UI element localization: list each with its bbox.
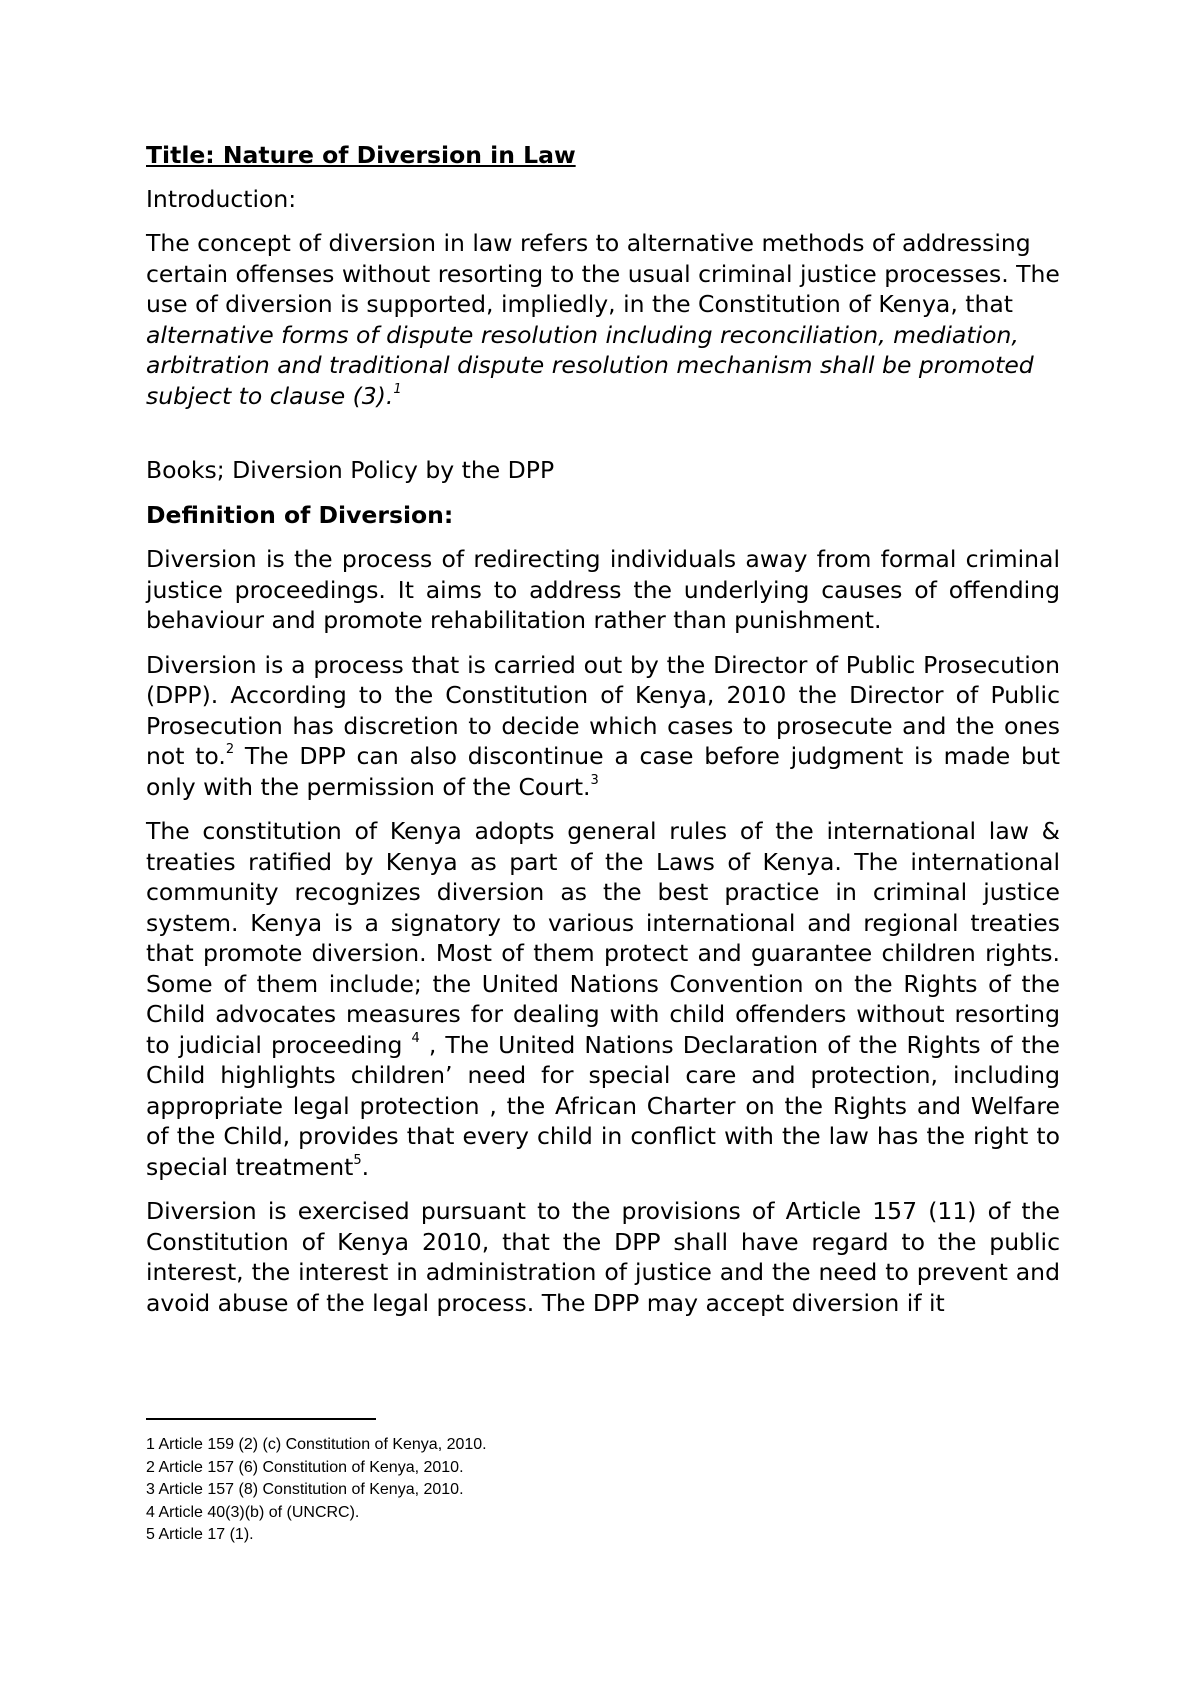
footnote-4: 4 Article 40(3)(b) of (UNCRC). <box>146 1503 360 1521</box>
international-text-2: , The United Nations Declaration of the Rights of the Child highlights children’ need for special care and protection, including appropriate legal protection , the African Charter on the Rights and Welfare of the Child, provides that every child in conflict with the law has the right to special treatment <box>146 1030 1060 1181</box>
intro-text: The concept of diversion in law refers to alternative methods of addressing certain offenses without resorting to the usual criminal justice processes. The use of diversion is supported, impliedly, in the Constitution of Kenya, that <box>146 229 1060 318</box>
footnotes-section <box>146 1418 1060 1547</box>
dpp-text-2: The DPP can also discontinue a case before judgment is made but only with the permission of the Court. <box>146 742 1060 801</box>
international-paragraph <box>146 816 1060 1182</box>
footnote-separator <box>146 1418 376 1420</box>
footnote-ref-3[interactable]: 3 <box>590 772 599 788</box>
footnote-5: 5 Article 17 (1). <box>146 1526 254 1543</box>
footnote-ref-5[interactable]: 5 <box>353 1152 362 1168</box>
definition-heading: Definition of Diversion: <box>146 500 454 529</box>
definition-paragraph: Diversion is the process of redirecting individuals away from formal criminal justice proceedings. It aims to address the underlying causes of offending behaviour and promote rehabilitation rather than punishment. <box>146 545 1060 634</box>
dpp-paragraph <box>146 650 1060 803</box>
footnote-3: 3 Article 157 (8) Constitution of Kenya, 2010. <box>146 1481 464 1498</box>
footnote-2: 2 Article 157 (6) Constitution of Kenya, 2010. <box>146 1458 464 1476</box>
intro-quote: alternative forms of dispute resolution including reconciliation, mediation, arbitration and traditional dispute resolution mechanism shall be promoted subject to clause (3). <box>146 320 1034 410</box>
books-line: Books; Diversion Policy by the DPP <box>146 456 555 484</box>
footnote-ref-4[interactable]: 4 <box>411 1030 420 1046</box>
article-157-paragraph: Diversion is exercised pursuant to the provisions of Article 157 (11) of the Constitution of Kenya 2010, that the DPP shall have regard to the public interest, the interest in administration of justice and the need to prevent and avoid abuse of the legal process. The DPP may accept diversion if it <box>146 1197 1060 1317</box>
intro-paragraph <box>146 228 1060 411</box>
document-body <box>146 140 1060 1332</box>
blank-line <box>146 425 1060 455</box>
document-title: Title: Nature of Diversion in Law <box>146 141 576 169</box>
international-text-3: . <box>361 1152 370 1181</box>
footnote-ref-2[interactable]: 2 <box>225 742 235 758</box>
dpp-text-1: Diversion is a process that is carried out by the Director of Public Prosecution (DPP). According to the Constitution of Kenya, 2010 the Director of Public Prosecution has discretion to decide which cases to prosecute and the ones not to. <box>146 650 1060 770</box>
international-text-1: The constitution of Kenya adopts general rules of the international law & treaties ratified by Kenya as part of the Laws of Kenya. The international community recognizes diversion as the best practice in criminal justice system. Kenya is a signatory to various international and regional treaties that promote diversion. Most of them protect and guarantee children rights. Some of them include; the United Nations Convention on the Rights of the Child advocates measures for dealing with child offenders without resorting to judicial proceeding <box>146 817 1060 1059</box>
footnote-ref-1[interactable]: 1 <box>393 381 402 397</box>
footnote-1: 1 Article 159 (2) (c) Constitution of Kenya, 2010. <box>146 1436 487 1453</box>
intro-label: Introduction: <box>146 184 297 213</box>
